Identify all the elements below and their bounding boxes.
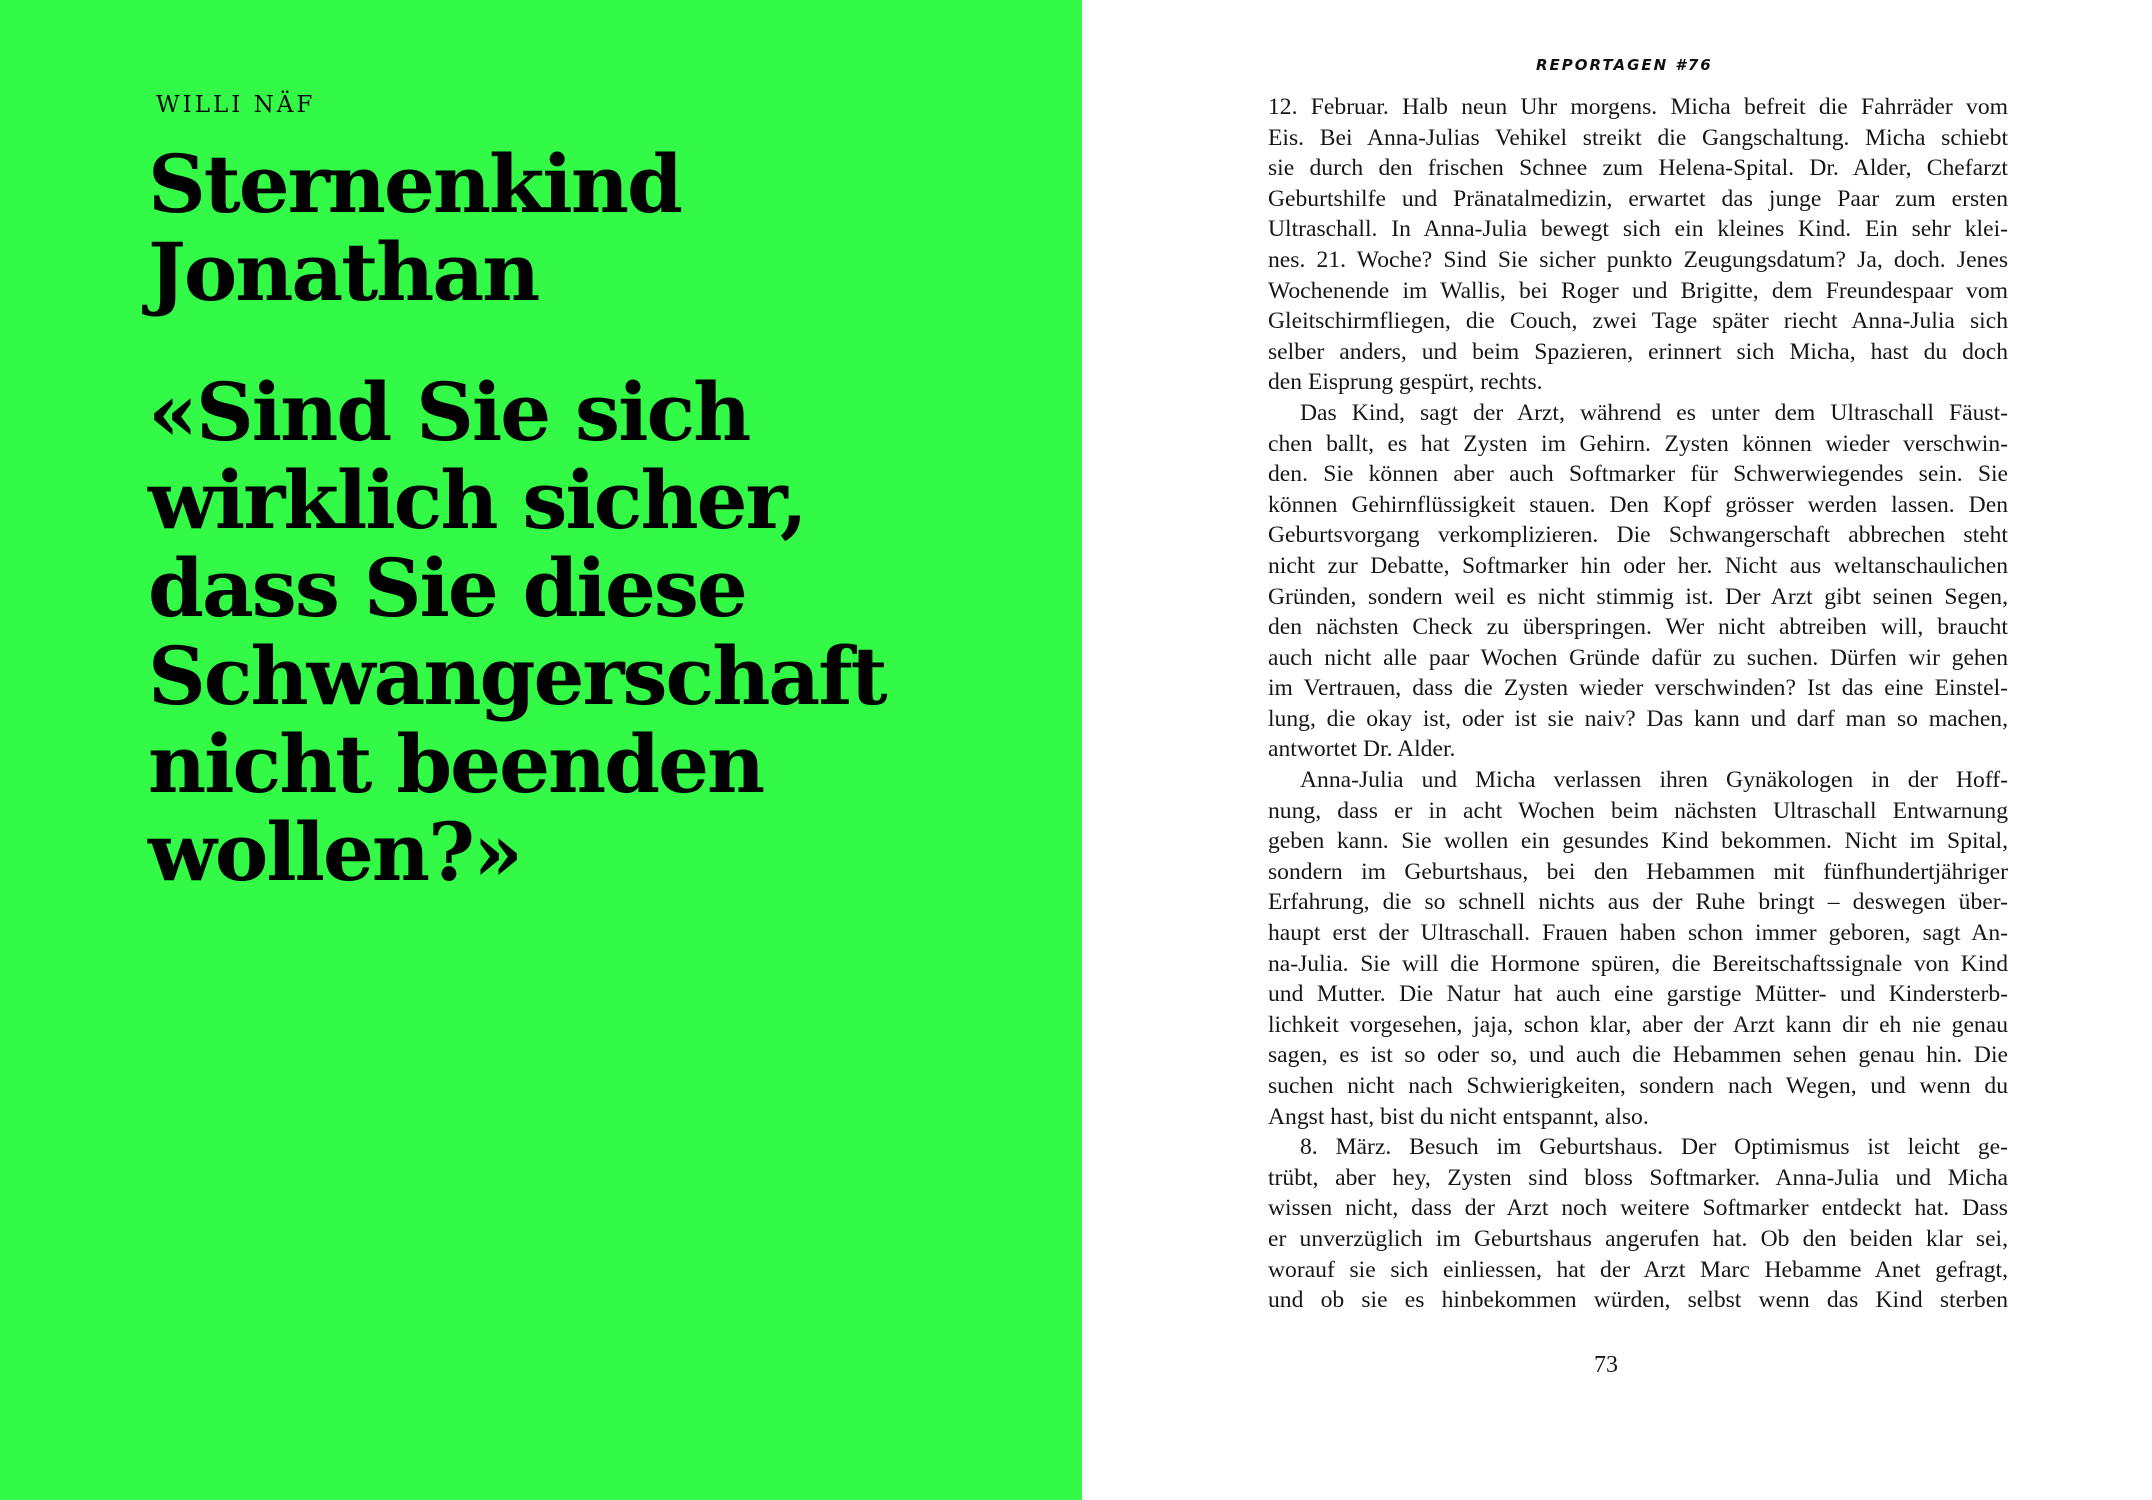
- text-line: 8. März. Besuch im Geburtshaus. Der Optimismus ist leicht ge-: [1300, 1134, 2008, 1161]
- text-line: sondern im Geburtshaus, bei den Hebammen mit fünfhundertjähriger: [1268, 858, 2008, 885]
- text-line: und Mutter. Die Natur hat auch eine garstige Mütter- und Kindersterb-: [1268, 981, 2008, 1008]
- text-line: nicht zur Debatte, Softmarker hin oder her. Nicht aus weltanschaulichen: [1268, 552, 2008, 579]
- text-line: auch nicht alle paar Wochen Gründe dafür zu suchen. Dürfen wir gehen: [1268, 644, 2008, 671]
- page-number: 73: [1594, 1352, 1618, 1378]
- text-line: Das Kind, sagt der Arzt, während es unter dem Ultraschall Fäust-: [1300, 399, 2008, 426]
- text-line: sagen, es ist so oder so, und auch die Hebammen sehen genau hin. Die: [1268, 1042, 2008, 1069]
- quote-line: Schwangerschaft: [148, 629, 886, 723]
- running-head: REPORTAGEN #76: [1536, 56, 1713, 74]
- text-line: worauf sie sich einliessen, hat der Arzt Marc Hebamme Anet gefragt,: [1268, 1256, 2008, 1283]
- text-line: im Vertrauen, dass die Zysten wieder verschwinden? Ist das eine Einstel-: [1268, 675, 2008, 702]
- quote-line: wollen?»: [148, 805, 521, 899]
- text-line: Geburtsvorgang verkomplizieren. Die Schwangerschaft abbrechen steht: [1268, 522, 2008, 549]
- text-line: wissen nicht, dass der Arzt noch weitere Softmarker entdeckt hat. Dass: [1268, 1195, 2008, 1222]
- text-line: sie durch den frischen Schnee zum Helena-Spital. Dr. Alder, Chefarzt: [1268, 155, 2008, 182]
- text-line: antwortet Dr. Alder.: [1268, 736, 1456, 763]
- text-line: Erfahrung, die so schnell nichts aus der Ruhe bringt – deswegen über-: [1268, 889, 2008, 916]
- quote-line: dass Sie diese: [148, 541, 746, 635]
- text-line: den Eisprung gespürt, rechts.: [1268, 369, 1543, 396]
- quote-line: «Sind Sie sich: [148, 365, 750, 459]
- text-line: 12. Februar. Halb neun Uhr morgens. Micha befreit die Fahrräder vom: [1268, 94, 2008, 120]
- text-line: haupt erst der Ultraschall. Frauen haben schon immer geboren, sagt An-: [1268, 920, 2008, 947]
- quote-line: nicht beenden: [148, 717, 764, 811]
- text-line: chen ballt, es hat Zysten im Gehirn. Zysten können wieder verschwin-: [1268, 430, 2008, 457]
- author-name: WILLI NÄF: [156, 92, 316, 118]
- text-line: Wochenende im Wallis, bei Roger und Brigitte, dem Freundespaar vom: [1268, 277, 2008, 304]
- right-page: [1082, 0, 2152, 1500]
- text-line: Eis. Bei Anna-Julias Vehikel streikt die Gangschaltung. Micha schiebt: [1268, 124, 2008, 151]
- text-line: Ultraschall. In Anna-Julia bewegt sich ein kleines Kind. Ein sehr klei-: [1268, 216, 2008, 243]
- quote-line: wirklich sicher,: [148, 453, 806, 547]
- text-line: lung, die okay ist, oder ist sie naiv? Das kann und darf man so machen,: [1268, 705, 2008, 732]
- article-title: [148, 137, 681, 319]
- text-line: nung, dass er in acht Wochen beim nächsten Ultraschall Entwarnung: [1268, 797, 2008, 824]
- text-line: na-Julia. Sie will die Hormone spüren, die Bereitschaftssignale von Kind: [1268, 950, 2008, 977]
- text-line: selber anders, und beim Spazieren, erinnert sich Micha, hast du doch: [1268, 338, 2008, 365]
- text-line: nes. 21. Woche? Sind Sie sicher punkto Zeugungsdatum? Ja, doch. Jenes: [1268, 246, 2008, 273]
- text-line: Gründen, sondern weil es nicht stimmig ist. Der Arzt gibt seinen Segen,: [1268, 583, 2008, 610]
- text-line: können Gehirnflüssigkeit stauen. Den Kopf grösser werden lassen. Den: [1268, 491, 2008, 518]
- text-line: trübt, aber hey, Zysten sind bloss Softmarker. Anna-Julia und Micha: [1268, 1164, 2008, 1191]
- text-line: den nächsten Check zu überspringen. Wer nicht abtreiben will, braucht: [1268, 614, 2008, 641]
- title-line: Jonathan: [148, 225, 539, 319]
- text-line: und ob sie es hinbekommen würden, selbst wenn das Kind sterben: [1268, 1287, 2008, 1314]
- text-line: lichkeit vorgesehen, jaja, schon klar, aber der Arzt kann dir eh nie genau: [1268, 1011, 2008, 1038]
- text-line: Anna-Julia und Micha verlassen ihren Gynäkologen in der Hoff-: [1300, 767, 2008, 794]
- text-line: geben kann. Sie wollen ein gesundes Kind bekommen. Nicht im Spital,: [1268, 828, 2008, 855]
- title-line: Sternenkind: [148, 137, 681, 231]
- text-line: Geburtshilfe und Pränatalmedizin, erwartet das junge Paar zum ersten: [1268, 185, 2008, 212]
- text-line: er unverzüglich im Geburtshaus angerufen hat. Ob den beiden klar sei,: [1268, 1225, 2008, 1252]
- body-text: [1268, 92, 2008, 1316]
- text-line: Gleitschirmfliegen, die Couch, zwei Tage später riecht Anna-Julia sich: [1268, 308, 2008, 335]
- text-line: den. Sie können aber auch Softmarker für Schwerwiegendes sein. Sie: [1268, 461, 2008, 488]
- text-line: Angst hast, bist du nicht entspannt, also.: [1268, 1103, 1649, 1130]
- text-line: suchen nicht nach Schwierigkeiten, sondern nach Wegen, und wenn du: [1268, 1073, 2008, 1099]
- pull-quote: [148, 365, 886, 899]
